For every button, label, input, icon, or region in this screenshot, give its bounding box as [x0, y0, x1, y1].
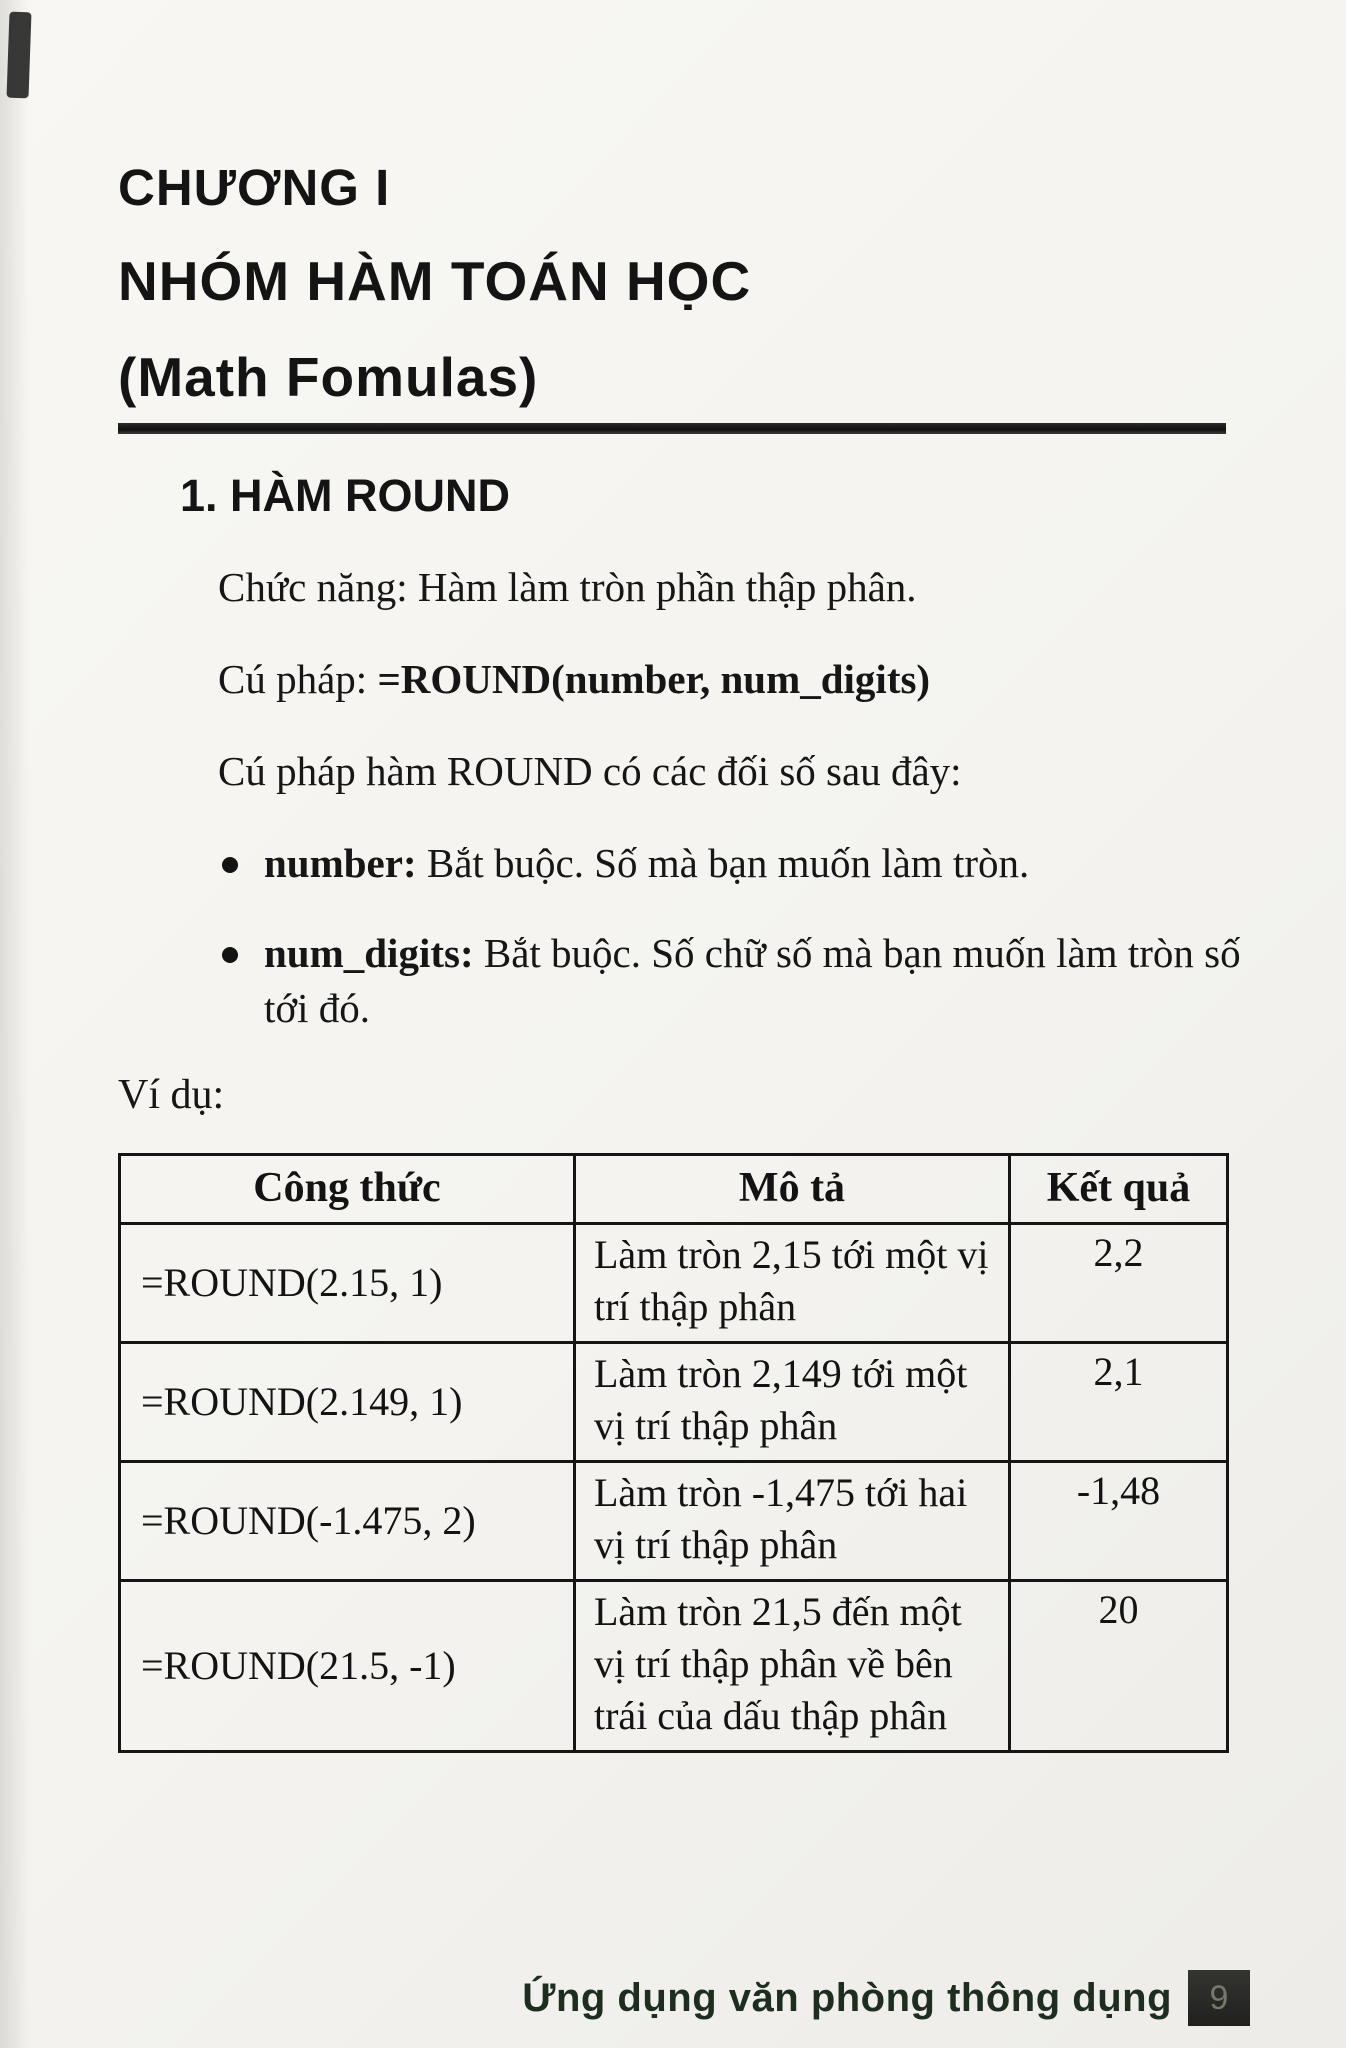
page-number-badge — [1188, 1970, 1250, 2026]
paragraph-syntax — [218, 652, 1246, 706]
heading-rule — [118, 423, 1226, 434]
header-result: Kết quả — [1010, 1154, 1228, 1223]
chapter-subtitle: (Math Fomulas) — [118, 346, 539, 408]
cell-description: Làm tròn -1,475 tới hai vị trí thập phân — [575, 1461, 1010, 1580]
cell-formula: =ROUND(2.149, 1) — [120, 1342, 575, 1461]
bullet-number — [222, 836, 1246, 890]
chapter-title: NHÓM HÀM TOÁN HỌC — [118, 250, 752, 312]
bullet-num-digits-text — [264, 926, 1246, 1034]
table-header-row — [120, 1154, 1228, 1223]
cell-description: Làm tròn 2,15 tới một vị trí thập phân — [575, 1223, 1010, 1342]
cell-result: -1,48 — [1010, 1461, 1228, 1580]
bullet-num-digits-desc: Bắt buộc. Số chữ số mà bạn muốn làm tròn số tới đó. — [264, 930, 1241, 1031]
footer-title: Ứng dụng văn phòng thông dụng — [522, 1975, 1172, 2020]
bullet-dot-icon — [222, 857, 238, 873]
example-label: Ví dụ: — [118, 1071, 225, 1118]
header-formula: Công thức — [120, 1154, 575, 1223]
cell-description: Làm tròn 2,149 tới một vị trí thập phân — [575, 1342, 1010, 1461]
bullet-number-text — [264, 836, 1029, 890]
table-row — [120, 1342, 1228, 1461]
table-row — [120, 1461, 1228, 1580]
table-row — [120, 1223, 1228, 1342]
cell-formula: =ROUND(2.15, 1) — [120, 1223, 575, 1342]
header-description: Mô tả — [575, 1154, 1010, 1223]
syntax-label: Cú pháp: — [218, 656, 378, 703]
cell-result: 2,1 — [1010, 1342, 1228, 1461]
cell-result: 20 — [1010, 1580, 1228, 1751]
cell-formula: =ROUND(21.5, -1) — [120, 1580, 575, 1751]
bullet-num-digits — [222, 926, 1246, 1034]
cell-description: Làm tròn 21,5 đến một vị trí thập phân về bên trái của dấu thập phân — [575, 1580, 1010, 1751]
page-number: 9 — [1209, 1978, 1229, 2017]
cell-result: 2,2 — [1010, 1223, 1228, 1342]
cell-formula: =ROUND(-1.475, 2) — [120, 1461, 575, 1580]
bullet-num-digits-term: num_digits: — [264, 930, 474, 977]
bullet-number-term: number: — [264, 840, 417, 887]
page-footer — [522, 1970, 1250, 2026]
chapter-number: CHƯƠNG I — [118, 159, 391, 216]
bullet-dot-icon — [222, 947, 238, 963]
bullet-number-desc: Bắt buộc. Số mà bạn muốn làm tròn. — [416, 840, 1030, 887]
paragraph-arguments-intro: Cú pháp hàm ROUND có các đối số sau đây: — [218, 748, 962, 795]
examples-table — [118, 1153, 1229, 1753]
table-row — [120, 1580, 1228, 1751]
section-title: 1. HÀM ROUND — [180, 470, 511, 521]
syntax-formula: =ROUND(number, num_digits) — [377, 656, 931, 703]
paragraph-function: Chức năng: Hàm làm tròn phần thập phân. — [218, 564, 917, 610]
